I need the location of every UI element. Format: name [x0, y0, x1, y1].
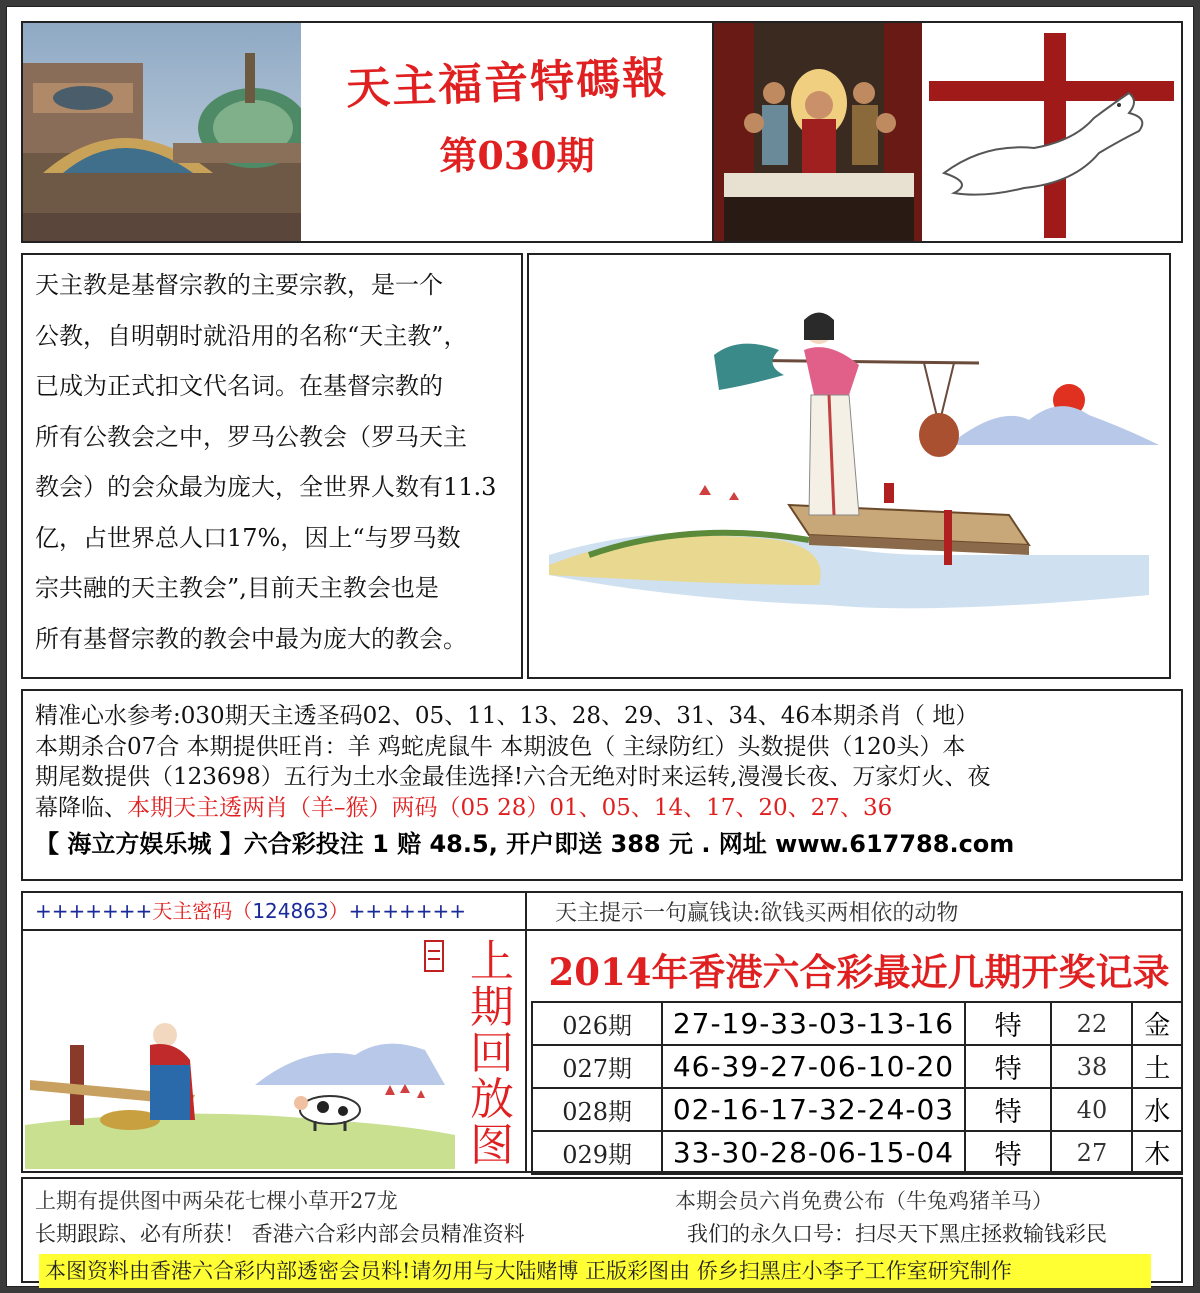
tips-text [35, 701, 1185, 823]
element-cell: 金 [1132, 1002, 1182, 1045]
special-number-cell: 22 [1051, 1002, 1132, 1045]
numbers-cell: 46-39-27-06-10-20 [662, 1045, 965, 1088]
intro-line: 所有公教会之中，罗马公教会（罗马天主 [35, 422, 467, 451]
table-row [532, 1131, 1182, 1174]
footer-member-zodiac: 本期会员六肖免费公布（牛兔鸡猪羊马） [675, 1189, 1053, 1213]
special-label-cell: 特 [965, 1045, 1052, 1088]
secret-paren: ） [328, 899, 349, 923]
replay-char: 回 [470, 1028, 514, 1079]
promo-line: 【 海立方娱乐城 】六合彩投注 1 赔 48.5, 开户即送 388 元 . 网址 www.617788.com [35, 830, 1015, 858]
secret-code [35, 895, 466, 924]
numbers-cell: 27-19-33-03-13-16 [662, 1002, 965, 1045]
intro-line: 已成为正式扣文代名词。在基督宗教的 [35, 372, 443, 400]
illustration-panel [527, 253, 1171, 679]
tips-line: 精准心水参考:030期天主透圣码02、05、11、13、28、29、31、34、46本期杀肖（ 地） [35, 703, 979, 729]
intro-line: 教会）的会众最为庞大，全世界人数有11.3 [35, 473, 497, 501]
numbers-cell: 33-30-28-06-15-04 [662, 1131, 965, 1174]
results-title: 2014年香港六合彩最近几期开奖记录 [548, 950, 1170, 994]
special-label-cell: 特 [965, 1088, 1052, 1131]
cross-dove-icon [924, 23, 1181, 241]
intro-line: 所有基督宗教的教会中最为庞大的教会。 [35, 624, 467, 653]
replay-char: 放 [470, 1074, 514, 1125]
woman-bridge-illustration [529, 255, 1169, 677]
replay-char: 上 [470, 936, 514, 987]
secret-suffix: +++++++ [348, 899, 466, 923]
special-number-cell: 40 [1051, 1088, 1132, 1131]
footer-banner: 本图资料由香港六合彩内部透密会员料!请勿用与大陆赌博 正版彩图由 侨乡扫黑庄小李子工作室研究制作 [39, 1254, 1151, 1288]
intro-line: 亿，占世界总人口17%，因上“与罗马数 [35, 523, 461, 552]
table-row [532, 1045, 1182, 1088]
tips-line [35, 793, 1185, 824]
period-cell: 029期 [532, 1131, 662, 1174]
intro-line: 天主教是基督宗教的主要宗教，是一个 [35, 271, 443, 299]
period-cell: 026期 [532, 1002, 662, 1045]
replay-label [462, 936, 522, 1171]
special-number-cell: 38 [1051, 1045, 1132, 1088]
footer-slogan: 长期跟踪、必有所获！ 香港六合彩内部会员精准资料 [35, 1222, 525, 1246]
secret-code-value: 124863 [252, 899, 329, 923]
cathedral-image [23, 23, 301, 241]
results-table [531, 1001, 1183, 1175]
element-cell: 土 [1132, 1045, 1182, 1088]
numbers-cell: 02-16-17-32-24-03 [662, 1088, 965, 1131]
secret-label: 天主密码（ [152, 899, 253, 923]
period-cell: 028期 [532, 1088, 662, 1131]
page [6, 6, 1194, 1287]
intro-line: 宗共融的天主教会”,目前天主教会也是 [35, 574, 439, 602]
special-label-cell: 特 [965, 1002, 1052, 1045]
element-cell: 水 [1132, 1088, 1182, 1131]
secret-prefix: +++++++ [35, 899, 153, 923]
special-label-cell: 特 [965, 1131, 1052, 1174]
replay-char: 图 [470, 1120, 514, 1171]
hint-text: 天主提示一句赢钱诀:欲钱买两相依的动物 [555, 901, 959, 926]
tips-highlight: 本期天主透两肖（羊–猴）两码（05 28）01、05、14、17、20、27、36 [127, 794, 893, 821]
table-row [532, 1088, 1182, 1131]
special-number-cell: 27 [1051, 1131, 1132, 1174]
tips-line: 期尾数提供（123698）五行为土水金最佳选择!六合无绝对时来运转,漫漫长夜、万家灯火、夜 [35, 764, 991, 790]
intro-paragraph [35, 260, 525, 664]
replay-char: 期 [470, 982, 514, 1033]
tips-line-prefix: 幕降临、 [35, 794, 127, 821]
period-cell: 027期 [532, 1045, 662, 1088]
last-supper-image [712, 23, 922, 241]
tips-line: 本期杀合07合 本期提供旺肖：羊 鸡蛇虎鼠牛 本期波色（ 主绿防红）头数提供（120头）本 [35, 733, 966, 760]
newspaper-title: 天主福音特碼報 [345, 52, 669, 115]
footer-last-hint: 上期有提供图中两朵花七棵小草开27龙 [35, 1189, 398, 1213]
replay-illustration [25, 935, 457, 1169]
table-row [532, 1002, 1182, 1045]
element-cell: 木 [1132, 1131, 1182, 1174]
issue-number: 第030期 [439, 133, 595, 178]
intro-line: 公教，自明朝时就沿用的名称“天主教”， [35, 321, 468, 350]
footer-motto: 我们的永久口号：扫尽天下黑庄拯救输钱彩民 [687, 1222, 1107, 1246]
